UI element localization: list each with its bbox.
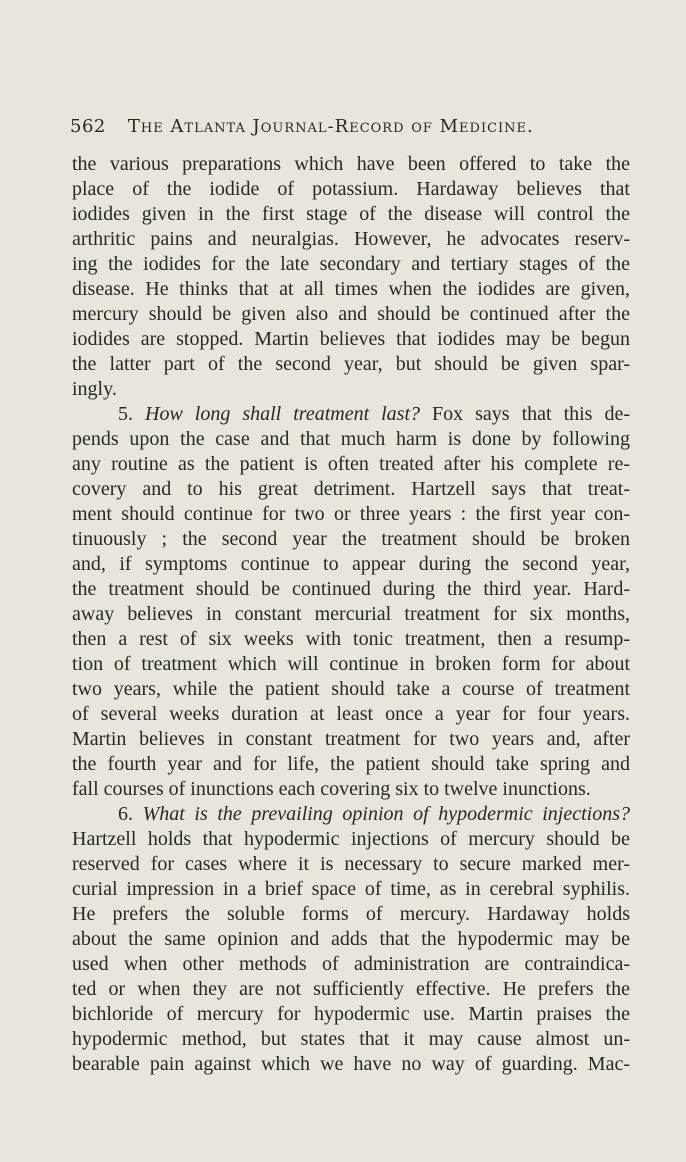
paragraph-treatment-duration (72, 402, 630, 802)
text-line: tinuously ; the second year the treatment should be broken (72, 528, 630, 550)
text-line-rest: Fox says that this de- (432, 403, 631, 425)
running-title: The Atlanta Journal-Record of Medicine. (127, 116, 534, 137)
text-line: the treatment should be continued during the third year. Hard- (72, 578, 630, 600)
question-heading: How long shall treatment last? (145, 403, 421, 425)
text-line: iodides are stopped. Martin believes that iodides may be begun (72, 328, 630, 350)
text-line: any routine as the patient is often treated after his complete re- (72, 453, 630, 475)
text-line: Martin believes in constant treatment for two years and, after (72, 728, 630, 750)
text-line: arthritic pains and neuralgias. However, he advocates reserv- (72, 228, 630, 250)
text-line: hypodermic method, but states that it may cause almost un- (72, 1028, 630, 1050)
question-number: 6. (118, 803, 133, 825)
text-line: mercury should be given also and should be continued after the (72, 303, 630, 325)
text-line: covery and to his great detriment. Hartzell says that treat- (72, 478, 630, 500)
text-line: Hartzell holds that hypodermic injections of mercury should be (72, 828, 630, 850)
text-line: fall courses of inunctions each covering six to twelve inunctions. (72, 778, 591, 800)
running-header (70, 116, 630, 137)
text-line: ingly. (72, 378, 117, 400)
text-line: ing the iodides for the late secondary and tertiary stages of the (72, 253, 630, 275)
question-line (72, 802, 630, 827)
text-line: about the same opinion and adds that the hypodermic may be (72, 928, 630, 950)
text-line: ted or when they are not sufficiently effective. He prefers the (72, 978, 630, 1000)
text-line: place of the iodide of potassium. Hardaway believes that (72, 178, 630, 200)
question-line (72, 402, 630, 427)
body-text (72, 152, 630, 1077)
text-line: and, if symptoms continue to appear during the second year, (72, 553, 630, 575)
text-line: of several weeks duration at least once a year for four years. (72, 703, 630, 725)
text-line: disease. He thinks that at all times when the iodides are given, (72, 278, 630, 300)
text-line: ment should continue for two or three years : the first year con- (72, 503, 630, 525)
text-line: two years, while the patient should take a course of treatment (72, 678, 630, 700)
text-line: reserved for cases where it is necessary to secure marked mer- (72, 853, 630, 875)
paragraph-iodides (72, 152, 630, 402)
text-line: iodides given in the first stage of the disease will control the (72, 203, 630, 225)
text-line: pends upon the case and that much harm is done by following (72, 428, 630, 450)
text-line: the fourth year and for life, the patient should take spring and (72, 753, 630, 775)
text-line: used when other methods of administration are contraindica- (72, 953, 630, 975)
text-line: the latter part of the second year, but should be given spar- (72, 353, 630, 375)
question-number: 5. (118, 403, 133, 425)
text-line: bichloride of mercury for hypodermic use. Martin praises the (72, 1003, 630, 1025)
text-line: bearable pain against which we have no way of guarding. Mac- (72, 1053, 630, 1075)
text-line: curial impression in a brief space of time, as in cerebral syphilis. (72, 878, 630, 900)
text-line: then a rest of six weeks with tonic treatment, then a resump- (72, 628, 630, 650)
paragraph-hypodermic (72, 802, 630, 1077)
text-line: away believes in constant mercurial treatment for six months, (72, 603, 630, 625)
text-line: He prefers the soluble forms of mercury. Hardaway holds (72, 903, 630, 925)
question-heading: What is the prevailing opinion of hypodermic injections? (142, 803, 630, 825)
page-number: 562 (70, 116, 106, 137)
text-line: the various preparations which have been offered to take the (72, 153, 630, 175)
text-line: tion of treatment which will continue in broken form for about (72, 653, 630, 675)
